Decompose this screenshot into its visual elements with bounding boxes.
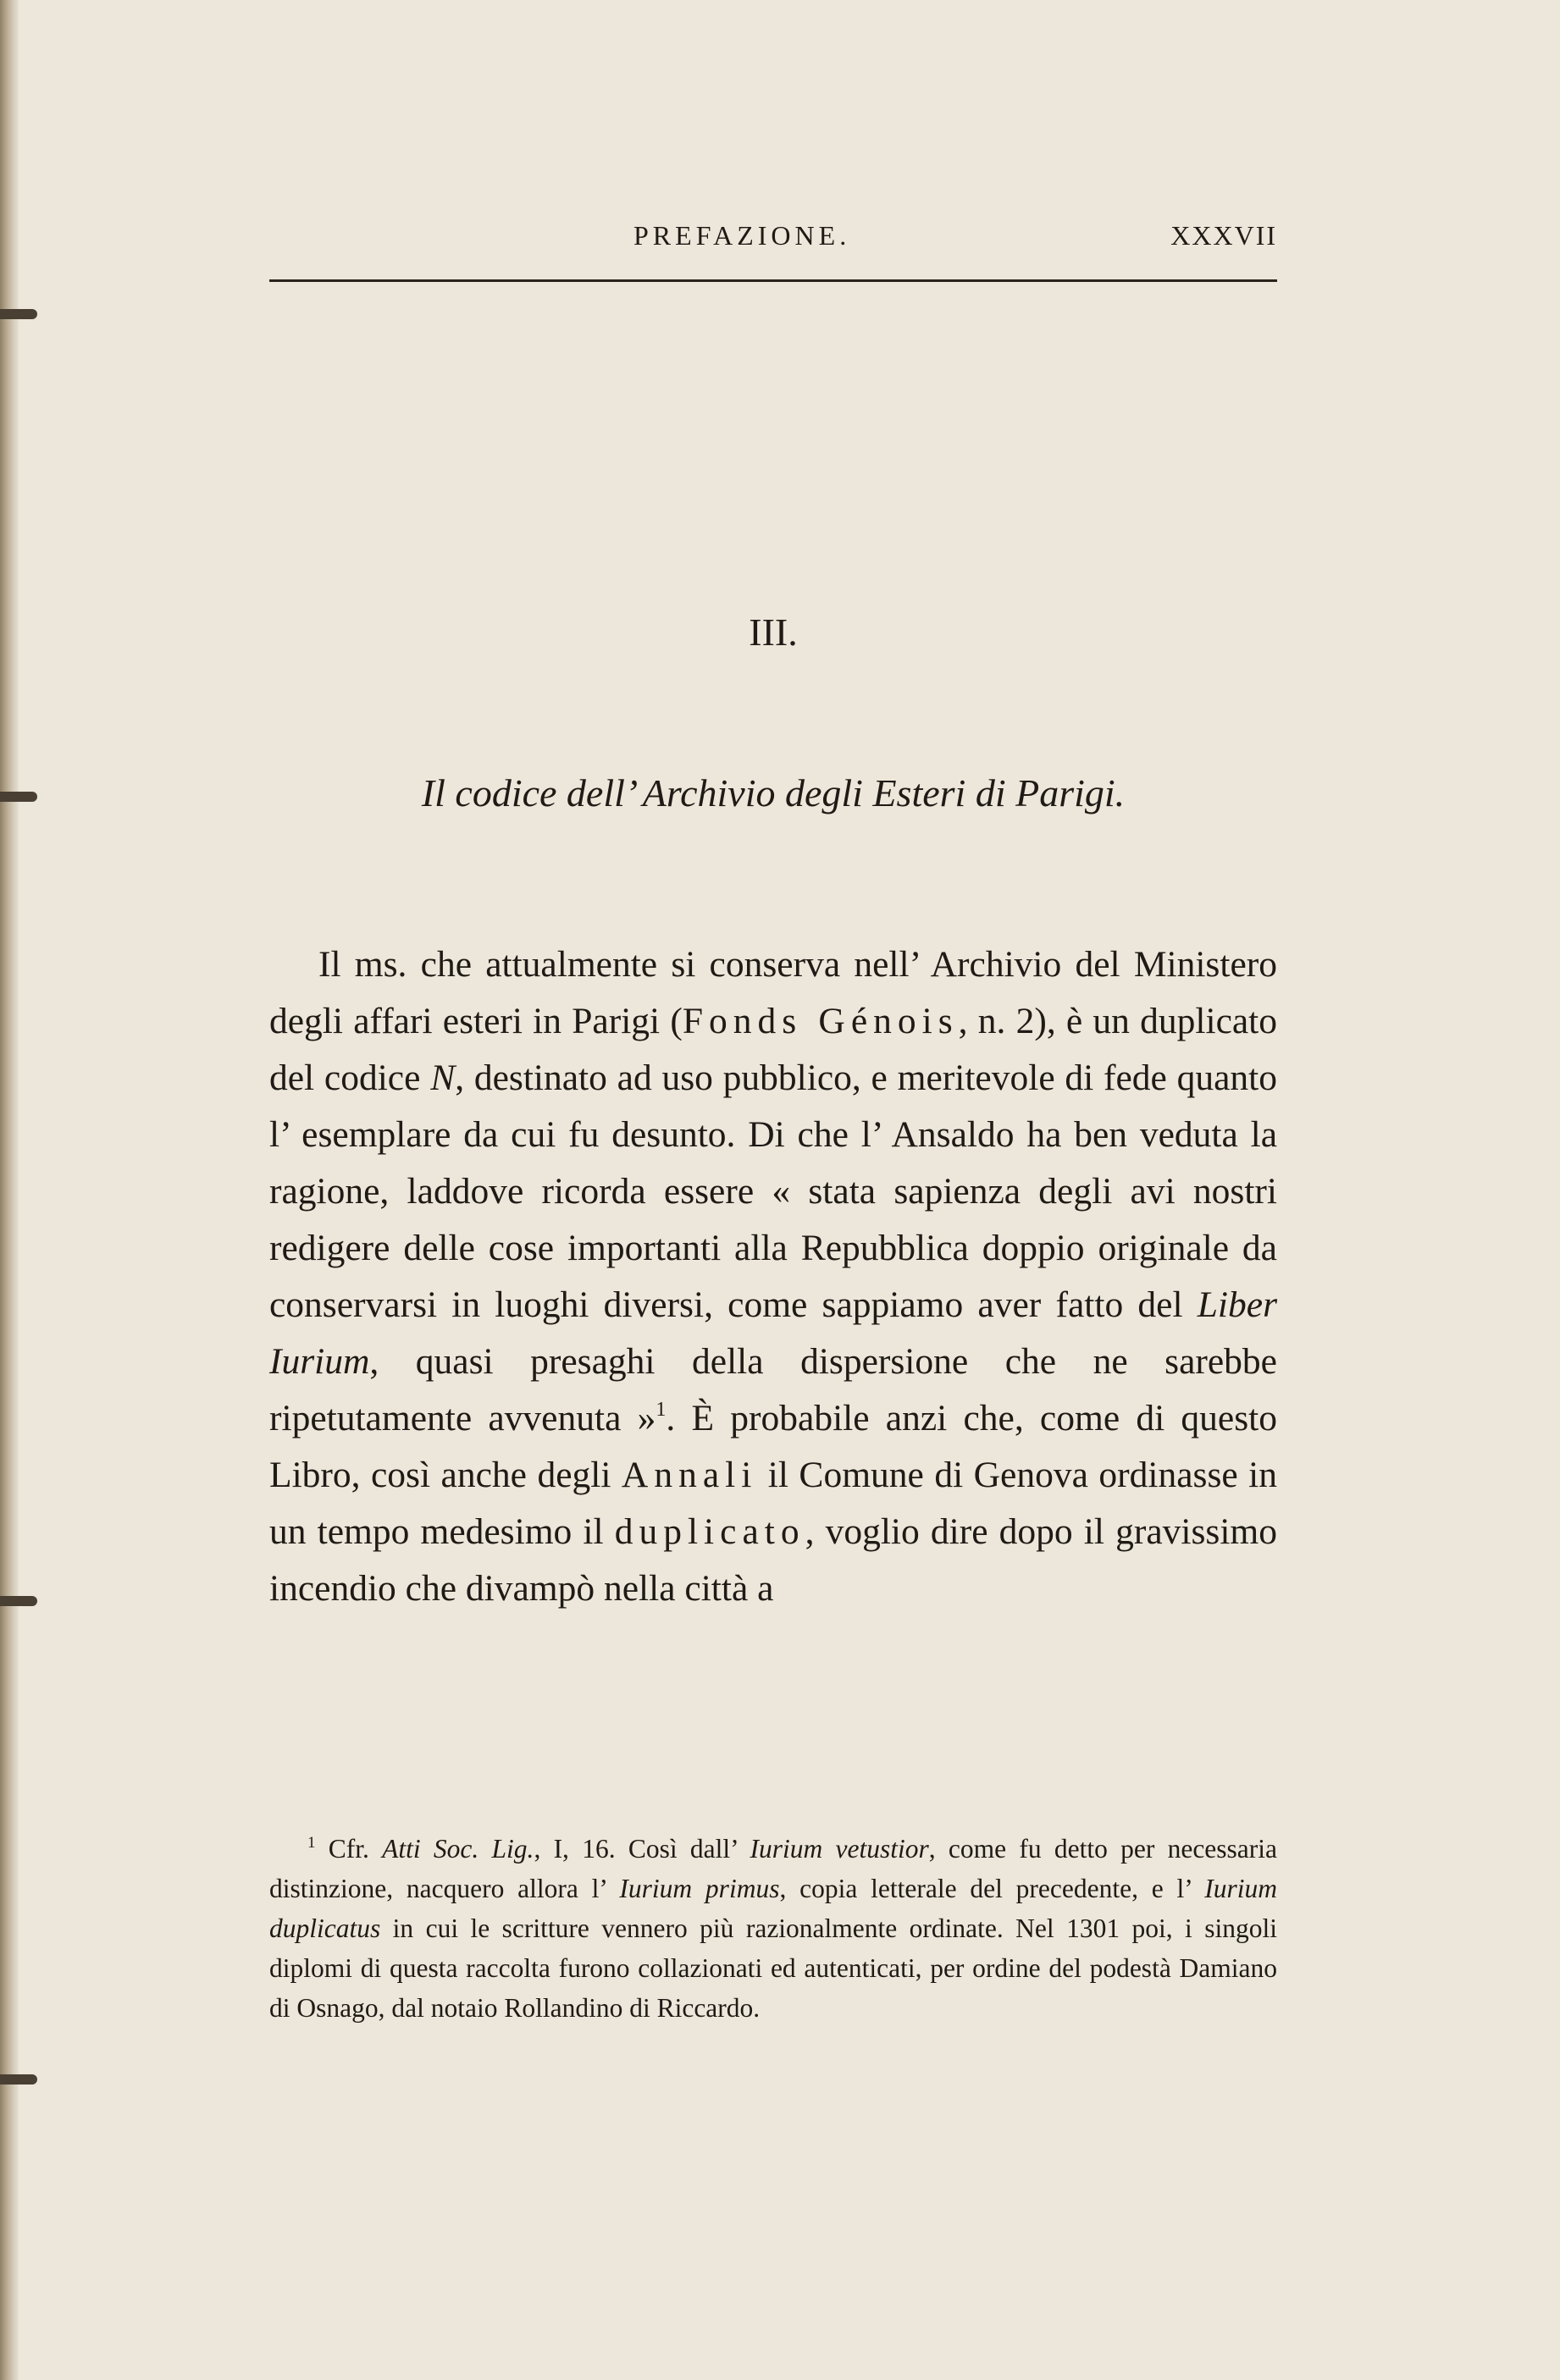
footnote-text-run: Cfr. bbox=[315, 1834, 383, 1864]
binding-stitch bbox=[0, 792, 37, 802]
codex-siglum: N bbox=[430, 1057, 456, 1098]
page-number: XXXVII bbox=[1170, 220, 1277, 251]
footnote-text-run: , come fu detto per necessaria distinzione, nacquero allora l’ bbox=[269, 1834, 1278, 1903]
footnote-text-run: in cui le scritture vennero più razionalmente ordinate. Nel 1301 poi, i singoli diplomi di questa raccolta furono collazionati ed autenticati, per ordine del podestà Damiano di Osnago, dal notaio Rollandino di Riccardo. bbox=[269, 1913, 1277, 2023]
body-text-run: il Comune di Genova ordinasse in un tempo medesimo il bbox=[269, 1455, 1277, 1552]
binding-edge bbox=[0, 0, 19, 2380]
body-text-run: . È probabile anzi che, come di questo Libro, così anche degli bbox=[269, 1398, 1277, 1495]
binding-stitch bbox=[0, 1596, 37, 1606]
duplicato-spaced: duplicato bbox=[614, 1511, 805, 1552]
footnote-text-run: , I, 16. Così dall’ bbox=[534, 1834, 750, 1864]
body-text-run: Il ms. che attualmente si conserva nell’ Archivio del Ministero degli affari esteri in Parigi ( bbox=[269, 944, 1277, 1041]
footnote-italic: Atti Soc. Lig. bbox=[382, 1834, 534, 1864]
footnote bbox=[269, 1829, 1277, 2028]
body-text-run: , voglio dire dopo il gravissimo incendio che divampò nella città a bbox=[269, 1511, 1277, 1609]
running-head-title: PREFAZIONE. bbox=[633, 220, 851, 251]
footnote-italic: Iurium primus bbox=[619, 1874, 780, 1903]
section-number: III. bbox=[749, 610, 798, 654]
footnote-italic: Iurium vetustior bbox=[750, 1834, 929, 1864]
binding-stitch bbox=[0, 2074, 37, 2085]
footnote-text-run: , copia letterale del precedente, e l’ bbox=[779, 1874, 1205, 1903]
body-text-run: , quasi presaghi della dispersione che ne sarebbe ripetutamente avvenuta » bbox=[269, 1341, 1277, 1438]
annali-spaced: Annali bbox=[621, 1455, 758, 1495]
running-head bbox=[269, 220, 1277, 262]
fonds-genois: Fonds Génois bbox=[682, 1001, 959, 1041]
footnote-marker: 1 bbox=[656, 1399, 667, 1421]
liber-iurium: Liber Iurium bbox=[269, 1284, 1277, 1382]
header-rule bbox=[269, 279, 1277, 282]
binding-stitch bbox=[0, 309, 37, 319]
body-paragraph bbox=[269, 936, 1277, 1617]
footnote-number: 1 bbox=[307, 1834, 316, 1852]
section-title: Il codice dell’ Archivio degli Esteri di Parigi. bbox=[421, 771, 1126, 815]
body-text-run: , destinato ad uso pubblico, e meritevole di fede quanto l’ esemplare da cui fu desunto. Di che l’ Ansaldo ha ben veduta la ragione, laddove ricorda essere « stata sapienza degli avi nostri redigere delle cose importanti alla Repubblica doppio originale da conservarsi in luoghi diversi, come sappiamo aver fatto del bbox=[269, 1057, 1277, 1325]
body-text-run: , n. 2), è un duplicato del codice bbox=[269, 1001, 1278, 1098]
footnote-italic: Iurium duplicatus bbox=[269, 1874, 1277, 1943]
